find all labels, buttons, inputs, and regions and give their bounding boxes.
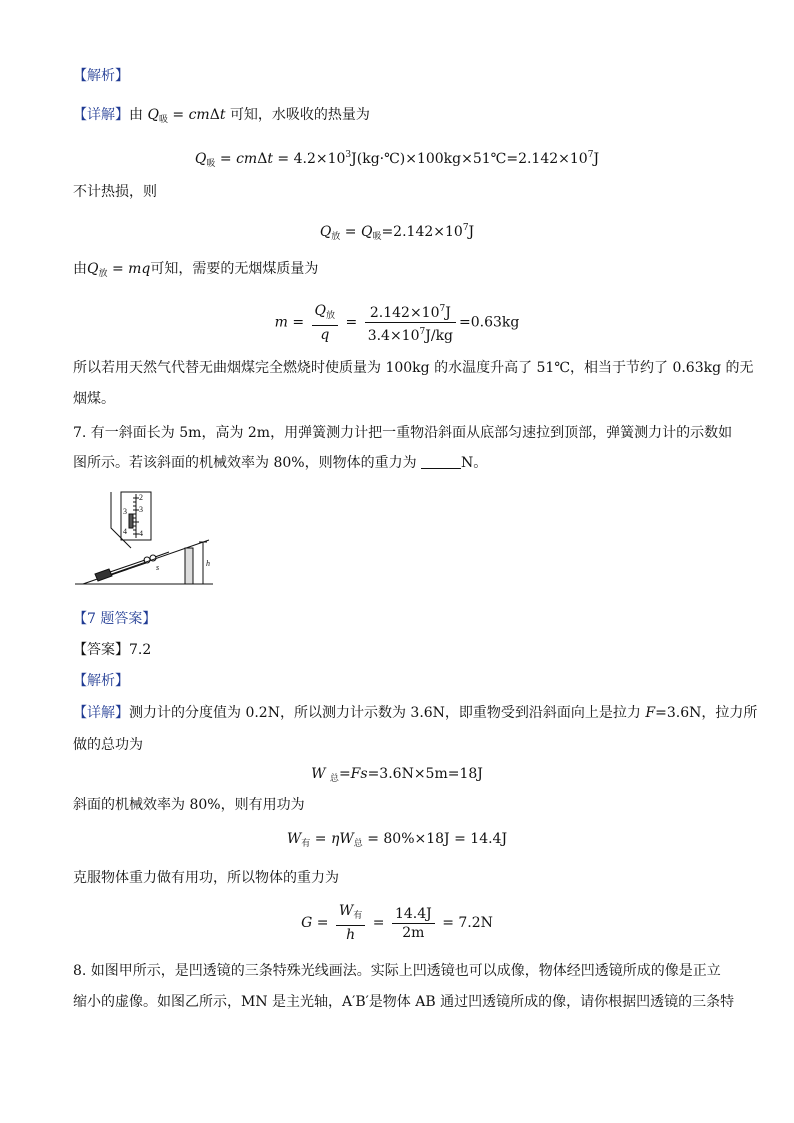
answer-heading-q7: 【7 题答案】 [73, 611, 157, 627]
detail-tag: 【详解】 [73, 107, 129, 123]
detail-q7-line-4: 克服物体重力做有用功，所以物体的重力为 [73, 870, 339, 886]
detail-q7-line-2: 做的总功为 [73, 737, 143, 753]
question-8-line-1: 8. 如图甲所示，是凹透镜的三条特殊光线画法。实际上凹透镜也可以成像，物体经凹透镜所成的像是正立 [73, 963, 721, 979]
question-7-line-1: 7. 有一斜面长为 5m，高为 2m，用弹簧测力计把一重物沿斜面从底部匀速拉到顶部，弹簧测力计的示数如 [73, 425, 733, 441]
answer-q7: 【答案】7.2 [73, 642, 152, 658]
svg-text:s: s [156, 563, 160, 572]
incline-spring-scale-figure [73, 488, 213, 590]
detail-line-1: 【详解】由 $Q_吸 = cm\Delta t$ 可知，水吸收的热量为 [73, 107, 370, 125]
analysis-heading-2: 【解析】 [73, 673, 129, 689]
scale-pointer [129, 514, 133, 528]
equation-coal-mass: m = $\frac{Q_放}{q}$ = $\frac{2.142\times 10^7J}{3.4\times 10^7J/kg}$ =0.63kg [0, 300, 794, 345]
svg-text:4: 4 [139, 529, 143, 538]
conclusion-line-1: 所以若用天然气代替无曲烟煤完全燃烧时使质量为 100kg 的水温度升高了 51℃，相当于节约了 0.63kg 的无 [73, 360, 754, 376]
coal-mass-text: 由$Q_放$ = mq可知，需要的无烟煤质量为 [73, 261, 319, 279]
question-7-line-2: 图所示。若该斜面的机械效率为 80%，则物体的重力为 N。 [73, 455, 488, 471]
equation-total-work: W $_总$=Fs=3.6N×5m=18J [311, 766, 483, 784]
svg-text:h: h [206, 559, 210, 568]
block [95, 569, 112, 581]
conclusion-line-2: 烟煤。 [73, 391, 115, 407]
svg-text:4: 4 [123, 527, 127, 536]
detail-q7-line-1: 【详解】测力计的分度值为 0.2N，所以测力计示数为 3.6N，即重物受到沿斜面向上是拉力 F=3.6N，拉力所 [73, 705, 758, 721]
svg-text:3: 3 [123, 507, 127, 516]
svg-text:2: 2 [139, 493, 143, 502]
question-8-line-2: 缩小的虚像。如图乙所示，MN 是主光轴，A′B′是物体 AB 通过凹透镜所成的像，请你根据凹透镜的三条特 [73, 994, 735, 1010]
detail-q7-line-3: 斜面的机械效率为 80%，则有用功为 [73, 797, 305, 813]
equation-gravity: G = $\frac{W_有}{h}$ = $\frac{14.4J}{2m}$ = 7.2N [301, 903, 493, 943]
incline-support [185, 548, 193, 584]
no-heat-loss-text: 不计热损，则 [73, 184, 157, 200]
equation-heat-released: $Q_放 = Q_吸=2.142\times 10^7J$ [319, 223, 475, 242]
answer-blank [421, 454, 461, 469]
svg-text:3: 3 [139, 505, 143, 514]
equation-heat-absorbed: $Q_吸 = cm\Delta t$ = $4.2\times 10^3J(kg\cdot℃)\times 100kg\times 51℃=2.142\times 10^7J$ [194, 150, 600, 169]
equation-useful-work: $W_有 = \eta W_总 = 80\%\times 18J = 14.4J$ [286, 831, 508, 849]
analysis-heading: 【解析】 [73, 68, 129, 84]
